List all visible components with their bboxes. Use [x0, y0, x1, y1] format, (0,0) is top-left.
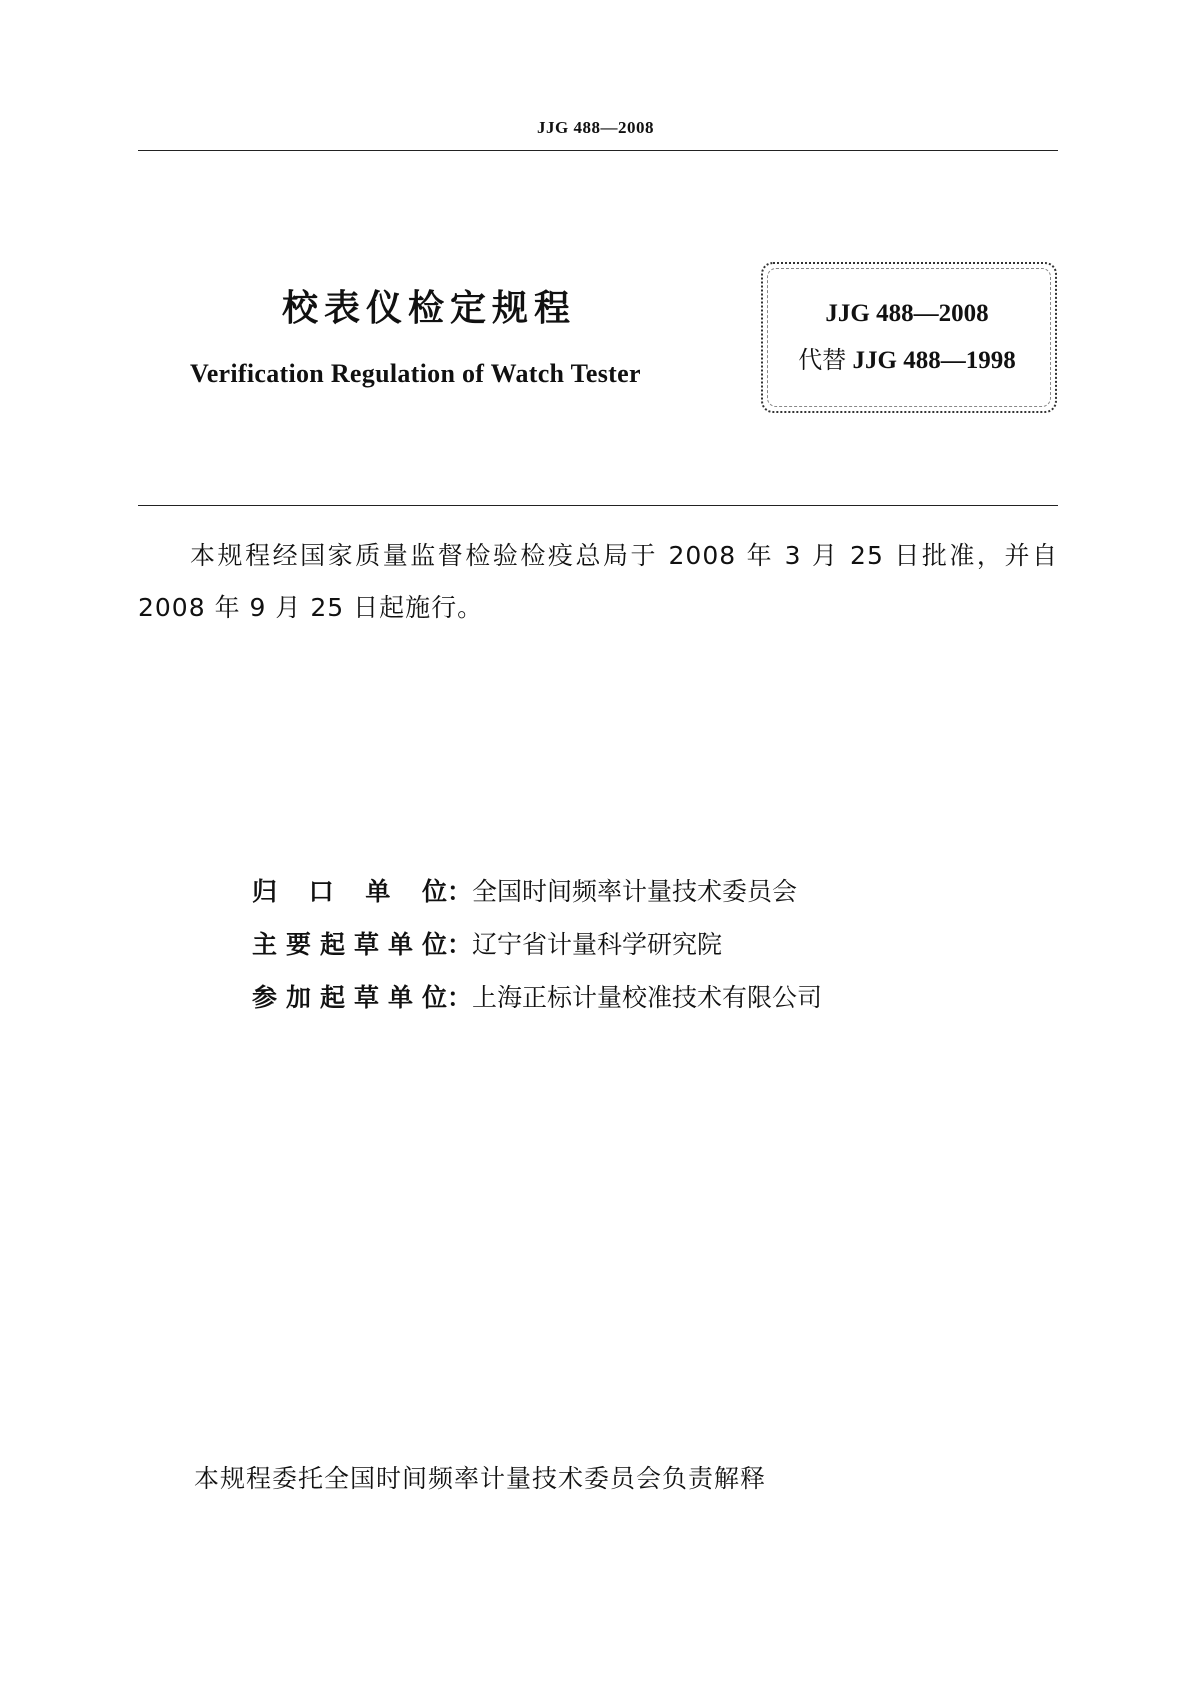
replaces-code: JJG 488—1998 — [852, 347, 1016, 374]
unit-label: 参加起草单位 — [252, 983, 447, 1012]
unit-colon: ： — [447, 930, 473, 959]
header-standard-code: JJG 488—2008 — [537, 118, 654, 137]
unit-row-responsible — [252, 872, 797, 908]
standard-code-frame — [761, 262, 1057, 413]
unit-label: 归口单位 — [252, 877, 447, 906]
unit-colon: ： — [447, 877, 473, 906]
unit-value: 上海正标计量校准技术有限公司 — [472, 983, 823, 1012]
header-divider — [138, 150, 1058, 151]
standard-code-replaces — [761, 340, 1053, 375]
unit-colon: ： — [447, 983, 473, 1012]
approval-statement: 本规程经国家质量监督检验检疫总局于 2008 年 3 月 25 日批准，并自 2008 年 9 月 25 日起施行。 — [138, 541, 1058, 622]
unit-value: 全国时间频率计量技术委员会 — [472, 877, 798, 906]
standard-code-current: JJG 488—2008 — [825, 300, 989, 327]
unit-label: 主要起草单位 — [252, 930, 447, 959]
document-title-chinese: 校表仪检定规程 — [282, 288, 577, 329]
document-title-english: Verification Regulation of Watch Tester — [190, 359, 641, 388]
unit-row-participating-drafter — [252, 978, 822, 1014]
unit-row-main-drafter — [252, 925, 722, 961]
interpretation-note: 本规程委托全国时间频率计量技术委员会负责解释 — [194, 1464, 767, 1493]
replaces-prefix: 代替 — [798, 346, 847, 374]
section-divider — [138, 505, 1058, 506]
unit-value: 辽宁省计量科学研究院 — [472, 930, 723, 959]
